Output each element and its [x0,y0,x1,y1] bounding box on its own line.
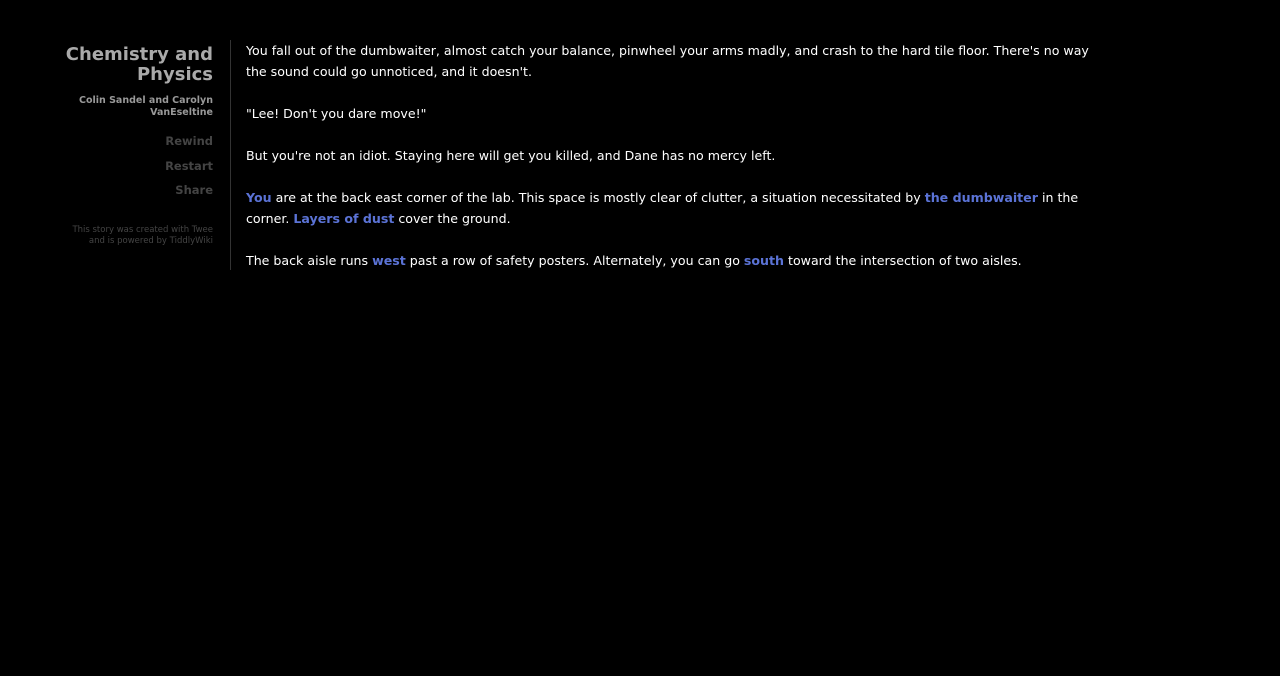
text: are at the back east corner of the lab. This space is mostly clear of clutter, a situation necessitated by [271,190,925,205]
share-button[interactable]: Share [175,183,213,197]
sidebar [60,45,213,247]
text: cover the ground. [394,211,511,226]
text: past a row of safety posters. Alternately, you can go [405,253,744,268]
paragraph: You fall out of the dumbwaiter, almost catch your balance, pinwheel your arms madly, and crash to the hard tile floor. There's no way the sound could go unnoticed, and it doesn't. [246,43,1089,79]
paragraph: "Lee! Don't you dare move!" [246,106,427,121]
link-you[interactable]: You [246,190,272,205]
text: toward the intersection of two aisles. [784,253,1022,268]
story-author: Colin Sandel and Carolyn VanEseltine [79,95,213,118]
link-layers-of-dust[interactable]: Layers of dust [293,211,395,226]
link-south[interactable]: south [743,253,785,268]
credits: This story was created with Twee and is powered by TiddlyWiki [72,224,213,246]
link-west[interactable]: west [372,253,406,268]
text: The back aisle runs [246,253,373,268]
story-title: Chemistry and Physics [65,44,213,85]
rewind-button[interactable]: Rewind [165,134,213,148]
passage [246,40,1106,292]
paragraph: But you're not an idiot. Staying here will get you killed, and Dane has no mercy left. [246,148,776,163]
restart-button[interactable]: Restart [165,158,213,173]
text: in the corner. [246,190,1079,226]
paragraph [246,250,1106,271]
paragraph [246,187,1106,229]
divider [230,40,231,270]
sidebar-menu [60,129,213,203]
link-the-dumbwaiter[interactable]: the dumbwaiter [924,190,1038,205]
